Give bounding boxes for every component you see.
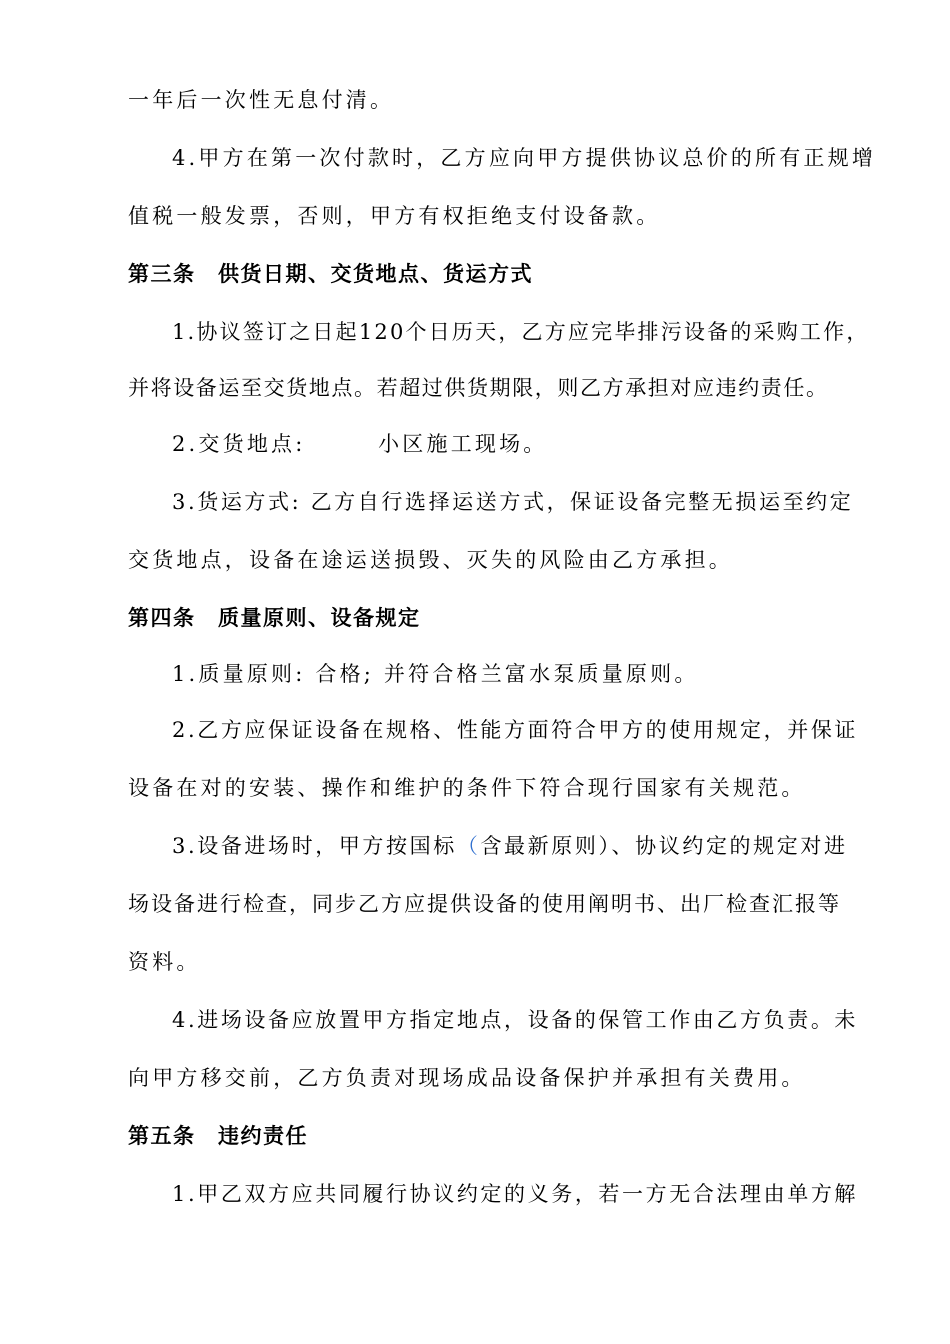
paragraph-line: 1.质量原则: 合格; 并符合格兰富水泵质量原则。 bbox=[172, 662, 699, 686]
paragraph-line: 3.货运方式: 乙方自行选择运送方式，保证设备完整无损运至约定 bbox=[172, 490, 854, 514]
paragraph-line-part: 3.设备进场时，甲方按国标 bbox=[172, 834, 457, 858]
paragraph-line-part: 含最新原则）、协议约定的规定对进 bbox=[480, 834, 848, 858]
paragraph-line: 4.甲方在第一次付款时，乙方应向甲方提供协议总价的所有正规增 bbox=[172, 146, 877, 170]
paragraph-line: 1.协议签订之日起120个日历天，乙方应完毕排污设备的采购工作， bbox=[172, 320, 870, 344]
paragraph-line: 场设备进行检查，同步乙方应提供设备的使用阐明书、出厂检查汇报等 bbox=[128, 892, 841, 916]
paragraph-line: 2.交货地点: 小区施工现场。 bbox=[172, 432, 548, 456]
paragraph-line: 一年后一次性无息付清。 bbox=[128, 88, 395, 112]
paragraph-line: 值税一般发票，否则，甲方有权拒绝支付设备款。 bbox=[128, 204, 661, 228]
paragraph-line: 向甲方移交前，乙方负责对现场成品设备保护并承担有关费用。 bbox=[128, 1066, 806, 1090]
paragraph-line bbox=[172, 832, 872, 860]
paragraph-line: 交货地点，设备在途运送损毁、灭失的风险由乙方承担。 bbox=[128, 548, 733, 572]
paragraph-line: 4.进场设备应放置甲方指定地点，设备的保管工作由乙方负责。未 bbox=[172, 1008, 859, 1032]
paragraph-line: 并将设备运至交货地点。若超过供货期限，则乙方承担对应违约责任。 bbox=[128, 376, 829, 400]
section-heading-3: 第三条 供货日期、交货地点、货运方式 bbox=[128, 262, 533, 286]
blue-parenthesis: （ bbox=[456, 834, 481, 858]
paragraph-line: 资料。 bbox=[128, 950, 201, 974]
paragraph-line: 2.乙方应保证设备在规格、性能方面符合甲方的使用规定，并保证 bbox=[172, 718, 859, 742]
paragraph-line: 1.甲乙双方应共同履行协议约定的义务，若一方无合法理由单方解 bbox=[172, 1182, 859, 1206]
paragraph-line: 设备在对的安装、操作和维护的条件下符合现行国家有关规范。 bbox=[128, 776, 806, 800]
section-heading-5: 第五条 违约责任 bbox=[128, 1124, 308, 1148]
section-heading-4: 第四条 质量原则、设备规定 bbox=[128, 606, 421, 630]
